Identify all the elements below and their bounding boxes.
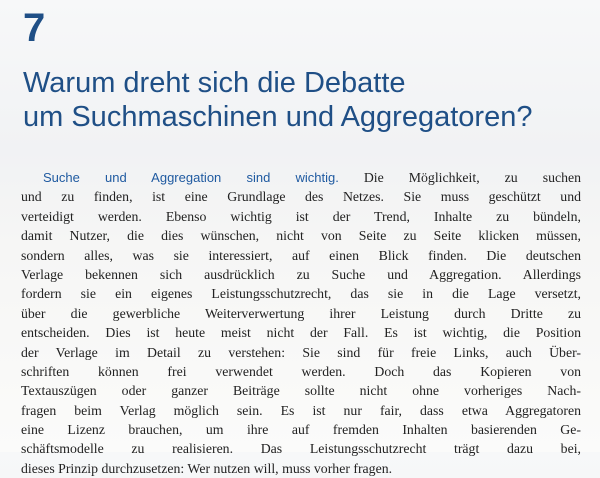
body-line: fordern sie ein eigenes Leistungsschutzrecht, das sie in die Lage versetzt, xyxy=(21,286,581,302)
body-line xyxy=(21,168,581,187)
body-line: dieses Prinzip durchzusetzen: Wer nutzen will, muss vorher fragen. xyxy=(21,460,393,476)
body-line: der Verlage im Detail zu verstehen: Sie sind für freie Links, auch Über- xyxy=(21,344,581,360)
body-line: sondern alles, was sie interessiert, auf einen Blick finden. Die deutschen xyxy=(21,247,581,263)
body-line: und zu finden, ist eine Grundlage des Netzes. Sie muss geschützt und xyxy=(21,189,581,205)
body-line: über die gewerbliche Weiterverwertung ihrer Leistung durch Dritte zu xyxy=(21,305,581,321)
section-title xyxy=(23,66,593,134)
chapter-number: 7 xyxy=(23,6,46,50)
title-line: Warum dreht sich die Debatte xyxy=(23,67,406,99)
body-line: fragen beim Verlag möglich sein. Es ist nur fair, dass etwa Aggregatoren xyxy=(21,402,581,418)
first-line-text: Die Möglichkeit, zu suchen xyxy=(363,170,582,185)
body-line: verteidigt werden. Ebenso wichtig ist der Trend, Inhalte zu bündeln, xyxy=(21,208,581,224)
body-line: damit Nutzer, die dies wünschen, nicht von Seite zu Seite klicken müssen, xyxy=(21,228,581,244)
title-line: um Suchmaschinen und Aggregatoren? xyxy=(23,101,533,133)
body-line: Verlage bekennen sich ausdrücklich zu Suche und Aggregation. Allerdings xyxy=(21,266,581,282)
body-text xyxy=(21,168,581,478)
body-line: entscheiden. Dies ist heute meist nicht der Fall. Es ist wichtig, die Position xyxy=(21,325,581,341)
body-line: schäftsmodelle zu realisieren. Das Leistungsschutzrecht trägt dazu bei, xyxy=(21,441,581,457)
lead-phrase: Suche und Aggregation sind wichtig. xyxy=(43,170,339,185)
body-line: schriften können frei verwendet werden. Doch das Kopieren von xyxy=(21,363,581,379)
body-line: eine Lizenz brauchen, um ihre auf fremden Inhalten basierenden Ge- xyxy=(21,422,581,438)
body-line: Textauszügen oder ganzer Beiträge sollte nicht ohne vorheriges Nach- xyxy=(21,383,581,399)
